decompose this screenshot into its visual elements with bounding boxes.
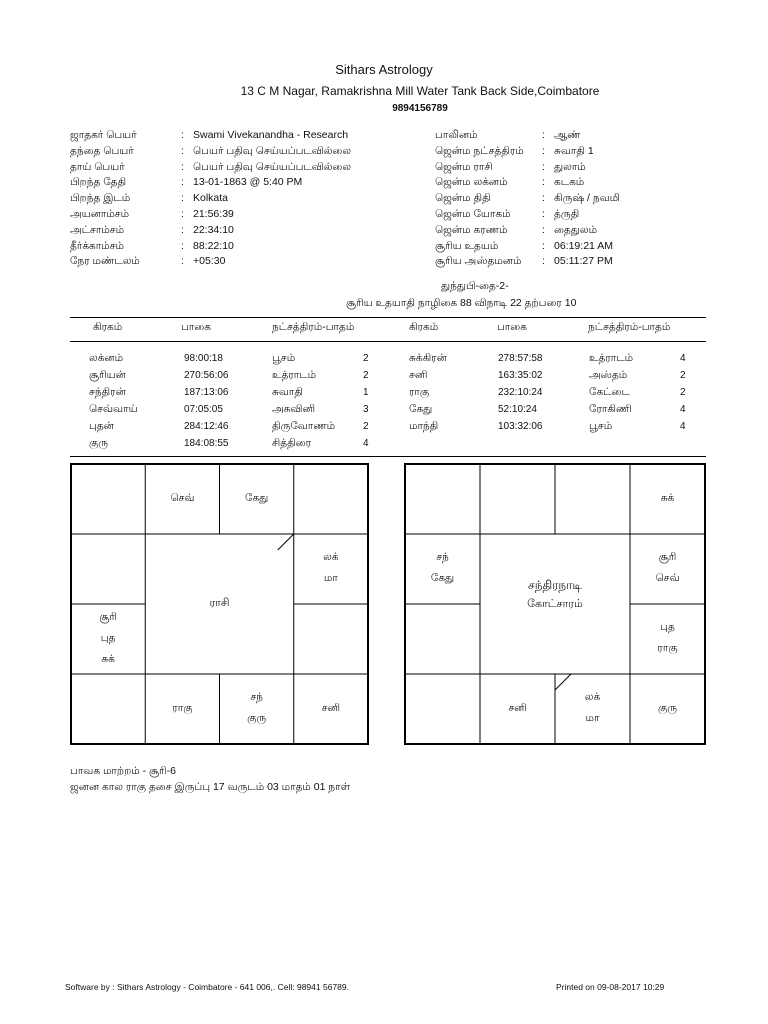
chart-cell-planet: செவ் [655,572,680,584]
table-cell-star: கேட்டை [589,385,630,398]
year-line: துந்துபி-தை-2- [441,280,509,292]
detail-separator: : [181,160,184,173]
detail-separator: : [542,144,545,157]
table-cell-star: பூசம் [272,352,296,364]
detail-label: அட்சாம்சம் [70,223,125,236]
detail-value: 13-01-1863 @ 5:40 PM [193,176,303,189]
detail-separator: : [181,192,184,205]
table-cell-planet: குரு [89,436,109,449]
table-cell-pada: 3 [363,403,369,415]
detail-value: 21:56:39 [193,208,234,220]
software-credit: Software by : Sithars Astrology - Coimbatore - 641 006,. Cell: 98941 56789. [65,982,349,992]
detail-separator: : [542,239,545,252]
detail-value: பெயர் பதிவு செய்யப்படவில்லை [193,144,352,157]
chart-cell-planet: மா [323,572,338,584]
detail-separator: : [181,208,184,220]
chart-cell-planet: செவ் [170,491,195,504]
table-cell-star: சுவாதி [272,385,303,398]
table-cell-planet: செவ்வாய் [89,402,138,415]
detail-separator: : [542,255,545,268]
detail-separator: : [181,223,184,236]
table-cell-pada: 4 [363,437,369,449]
detail-label: ஜாதகர் பெயர் [70,129,137,141]
detail-label: தந்தை பெயர் [70,144,134,157]
table-cell-pada: 4 [680,420,686,432]
table-cell-planet: புதன் [89,419,114,432]
detail-value: 06:19:21 AM [554,239,613,252]
chart-cell-planet: லக் [323,551,339,563]
detail-label: சூரிய உதயம் [435,239,499,252]
detail-label: தாய் பெயர் [70,160,125,173]
table-cell-pada: 2 [363,353,369,364]
table-cell-degree: 187:13:06 [184,386,229,398]
address: 13 C M Nagar, Ramakrishna Mill Water Tank Back Side,Coimbatore [240,84,600,98]
chart-cell-planet: புத [100,631,116,644]
table-cell-pada: 4 [680,353,686,364]
detail-separator: : [542,129,545,141]
chart-cell-planet: லக் [584,691,601,703]
table-header: பாகை [181,321,211,333]
table-cell-degree: 232:10:24 [498,386,543,398]
chart-cell-planet: மா [585,712,600,724]
chart-cell-planet: கேது [430,572,455,584]
table-cell-degree: 103:32:06 [498,420,543,432]
table-cell-degree: 163:35:02 [498,369,543,381]
table-cell-star: சித்திரை [272,436,312,449]
table-header: நட்சத்திரம்-பாதம் [272,321,355,333]
chart-center-subtitle: கோட்சாரம் [527,598,583,610]
table-header: பாகை [497,321,527,333]
chart-cell-planet: குரு [657,701,678,714]
table-cell-star: அசுவினி [272,402,316,415]
chart-cell-planet: சூரி [658,551,677,563]
phone-number: 9894156789 [392,103,448,114]
detail-separator: : [181,176,184,189]
detail-value: கடகம் [554,176,585,189]
detail-label: சூரிய அஸ்தமனம் [435,255,522,268]
detail-value: ஆண் [554,129,581,141]
table-cell-pada: 2 [680,386,686,398]
table-cell-pada: 2 [680,369,686,381]
detail-value: 22:34:10 [193,223,234,236]
detail-label: ஜென்ம யோகம் [435,208,511,220]
chart-center-title: ராசி [209,597,230,609]
table-cell-star: உத்ராடம் [272,368,317,381]
table-cell-pada: 2 [363,420,369,432]
chart-cell-planet: ராகு [172,701,193,714]
table-header: நட்சத்திரம்-பாதம் [588,321,671,333]
detail-separator: : [542,160,545,173]
detail-separator: : [542,192,545,205]
detail-separator: : [542,176,545,189]
table-cell-pada: 2 [363,369,369,381]
chart-cell-planet: சுக் [660,491,675,504]
chart-cell-planet: குரு [247,712,267,724]
detail-separator: : [181,144,184,157]
detail-value: துலாம் [554,160,586,173]
chart-cell-planet: சுக் [101,652,115,665]
detail-separator: : [542,208,545,220]
lagna-marker [278,534,294,550]
chart-cell-planet: ராகு [657,642,678,654]
detail-value: சுவாதி 1 [554,144,594,157]
table-cell-planet: மாந்தி [409,419,439,432]
detail-label: பிறந்த தேதி [70,176,127,189]
detail-value: Kolkata [193,192,229,205]
detail-label: பிறந்த இடம் [70,192,131,205]
table-cell-planet: சனி [409,368,428,381]
table-cell-star: ரோகிணி [589,402,632,415]
detail-value: த்ருதி [554,208,580,220]
table-cell-degree: 07:05:05 [184,403,223,415]
table-cell-pada: 4 [680,403,686,415]
table-cell-degree: 184:08:55 [184,437,229,449]
chart-cell-planet: சந் [250,691,263,703]
chart-cell-planet: சூரி [99,610,117,623]
detail-label: பாலினம் [435,129,478,141]
page-title: Sithars Astrology [335,62,433,77]
chart-cell-planet: கேது [244,491,269,504]
table-cell-star: அஸ்தம் [589,368,628,381]
table-cell-star: உத்ராடம் [589,352,634,364]
detail-value: பெயர் பதிவு செய்யப்படவில்லை [193,160,352,173]
detail-separator: : [181,239,184,252]
chart-cell-planet: சந் [436,551,449,563]
table-cell-degree: 270:56:06 [184,369,229,381]
table-header: கிரகம் [93,321,123,333]
chart-center-title: சந்திரநாடி [528,578,582,592]
chart-cell-planet: சனி [321,701,341,714]
detail-value: 88:22:10 [193,239,234,252]
table-cell-planet: சந்திரன் [89,385,126,398]
detail-value: Swami Vivekanandha - Research [193,129,349,141]
table-cell-planet: ராகு [409,385,430,398]
dasa-line: ஜனன கால ராகு தசை இருப்பு 17 வருடம் 03 மாதம் 01 நாள் [70,781,351,793]
chart-cell-planet: புத [660,621,675,633]
table-cell-planet: சுக்கிரன் [409,352,447,364]
table-cell-star: பூசம் [589,419,613,432]
detail-label: ஜென்ம ராசி [435,160,493,173]
detail-label: ஜென்ம லக்னம் [435,176,508,189]
table-header: கிரகம் [409,321,439,333]
table-cell-star: திருவோணம் [272,419,336,432]
chart-cell-planet: சனி [508,701,527,714]
sunrise-line: சூரிய உதயாதி நாழிகை 88 விநாடி 22 தற்பரை 10 [346,297,577,309]
lagna-marker [555,674,571,690]
detail-value: +05:30 [193,255,226,268]
detail-value: தைதுலம் [554,223,598,236]
table-cell-degree: 278:57:58 [498,353,543,364]
detail-label: ஜென்ம கரணம் [435,223,508,236]
detail-value: கிருஷ் / நவமி [554,192,620,205]
detail-label: அயனாம்சம் [70,208,130,220]
table-cell-pada: 1 [363,386,369,398]
bhava-line: பாவக மாற்றம் - சூரி-6 [70,765,176,777]
table-cell-planet: லக்னம் [89,352,124,364]
table-cell-planet: கேது [409,402,433,415]
detail-value: 05:11:27 PM [554,255,613,268]
table-cell-degree: 52:10:24 [498,403,537,415]
table-cell-degree: 98:00:18 [184,353,223,364]
detail-separator: : [181,129,184,141]
detail-label: நேர மண்டலம் [70,255,140,268]
detail-label: ஜென்ம திதி [435,192,491,205]
detail-separator: : [181,255,184,268]
table-cell-planet: சூரியன் [89,368,126,381]
detail-label: ஜென்ம நட்சத்திரம் [435,144,524,157]
printed-date: Printed on 09-08-2017 10:29 [556,982,665,992]
detail-label: தீர்க்காம்சம் [70,239,124,252]
detail-separator: : [542,223,545,236]
table-cell-degree: 284:12:46 [184,420,229,432]
